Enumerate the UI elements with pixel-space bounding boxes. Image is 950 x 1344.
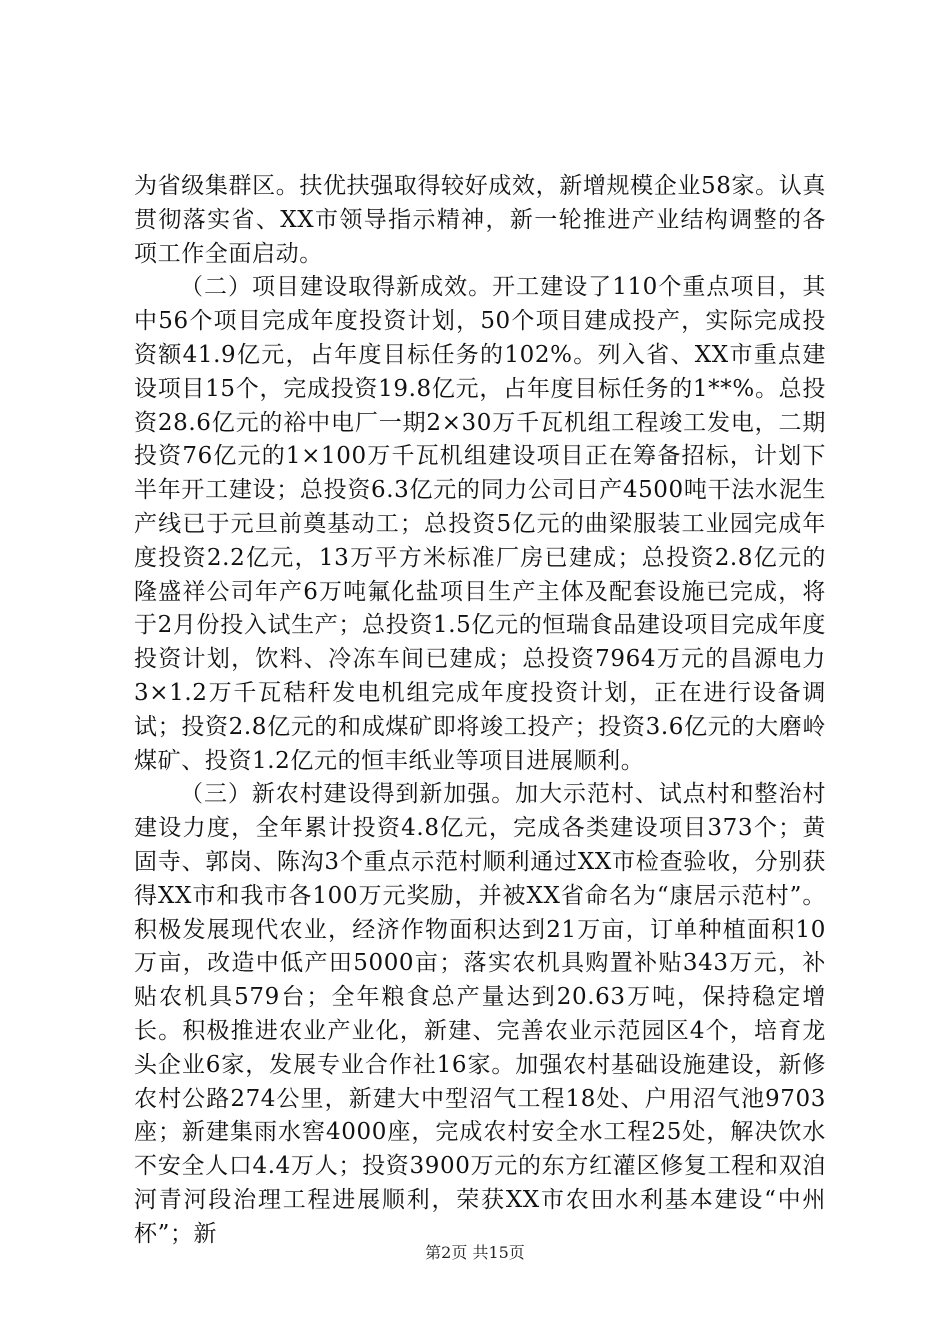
page-number-label: 第2页 共15页 bbox=[425, 1243, 525, 1262]
page-footer bbox=[0, 1240, 950, 1263]
paragraph-1: 为省级集群区。扶优扶强取得较好成效，新增规模企业58家。认真贯彻落实省、XX市领导指示精神，新一轮推进产业结构调整的各项工作全面启动。 bbox=[134, 173, 826, 267]
paragraph-3: （三）新农村建设得到新加强。加大示范村、试点村和整治村建设力度，全年累计投资4.8亿元，完成各类建设项目373个；黄固寺、郭岗、陈沟3个重点示范村顺利通过XX市检查验收，分别获得XX市和我市各100万元奖励，并被XX省命名为“康居示范村”。积极发展现代农业，经济作物面积达到21万亩，订单种植面积10万亩，改造中低产田5000亩；落实农机具购置补贴343万元，补贴农机具579台；全年粮食总产量达到20.63万吨，保持稳定增长。积极推进农业产业化，新建、完善农业示范园区4个，培育龙头企业6家，发展专业合作社16家。加强农村基础设施建设，新修农村公路274公里，新建大中型沼气工程18处、户用沼气池9703座；新建集雨水窖4000座，完成农村安全水工程25处，解决饮水不安全人口4.4万人；投资3900万元的东方红灌区修复工程和双洎河青河段治理工程进展顺利，荣获XX市农田水利基本建设“中州杯”；新 bbox=[134, 781, 826, 1247]
paragraph-2: （二）项目建设取得新成效。开工建设了110个重点项目，其中56个项目完成年度投资计划，50个项目建成投产，实际完成投资额41.9亿元，占年度目标任务的102%。列入省、XX市重点建设项目15个，完成投资19.8亿元，占年度目标任务的1**%。总投资28.6亿元的裕中电厂一期2×30万千瓦机组工程竣工发电，二期投资76亿元的1×100万千瓦机组建设项目正在筹备招标，计划下半年开工建设；总投资6.3亿元的同力公司日产4500吨干法水泥生产线已于元旦前奠基动工；总投资5亿元的曲梁服装工业园完成年度投资2.2亿元，13万平方米标准厂房已建成；总投资2.8亿元的隆盛祥公司年产6万吨氟化盐项目生产主体及配套设施已完成，将于2月份投入试生产；总投资1.5亿元的恒瑞食品建设项目完成年度投资计划，饮料、冷冻车间已建成；总投资7964万元的昌源电力3×1.2万千瓦秸秆发电机组完成年度投资计划，正在进行设备调试；投资2.8亿元的和成煤矿即将竣工投产；投资3.6亿元的大磨岭煤矿、投资1.2亿元的恒丰纸业等项目进展顺利。 bbox=[134, 274, 826, 774]
document-body bbox=[134, 170, 826, 1252]
